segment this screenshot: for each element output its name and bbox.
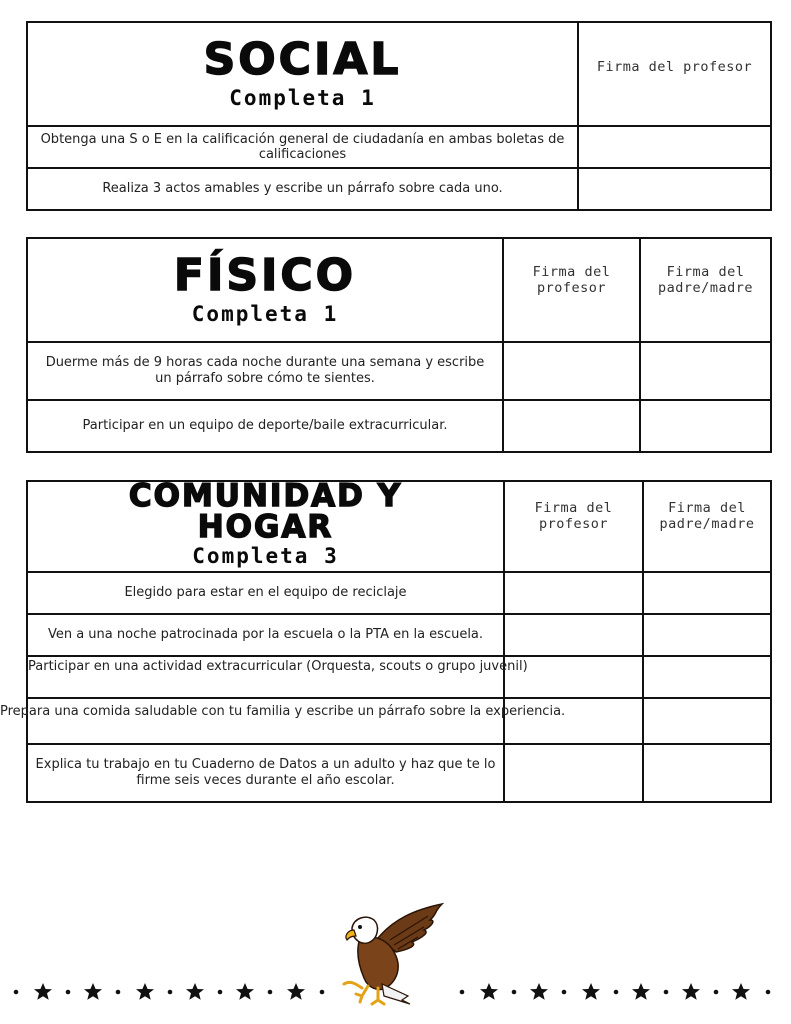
comunidad-table <box>0 478 772 803</box>
signature-cell[interactable] <box>504 744 643 802</box>
signature-cell[interactable] <box>504 572 643 614</box>
task-text: Ven a una noche patrocinada por la escuela o la PTA en la escuela. <box>47 627 484 642</box>
task-text: Obtenga una S o E en la calificación general de ciudadanía en ambas boletas de calificaciones <box>40 132 565 162</box>
signature-cell[interactable] <box>643 698 771 744</box>
task-row <box>27 168 578 210</box>
signature-cell[interactable] <box>578 126 771 168</box>
signature-cell[interactable] <box>643 614 771 656</box>
task-text: Elegido para estar en el equipo de reciclaje <box>124 585 407 600</box>
fisico-table <box>26 237 772 453</box>
task-text: Participar en un equipo de deporte/baile extracurricular. <box>82 418 448 433</box>
fisico-sig-teacher-header <box>503 238 640 342</box>
section-title-comunidad-line2: HOGAR <box>197 509 334 545</box>
task-text: Prepara una comida saludable con tu familia y escribe un párrafo sobre la experiencia. <box>0 704 566 719</box>
task-row <box>27 614 504 656</box>
section-subtitle-social: Completa 1 <box>229 86 376 110</box>
fisico-header-cell <box>27 238 503 342</box>
sig-parent-label: Firma del padre/madre <box>658 264 753 296</box>
comunidad-sig-teacher-header <box>504 481 643 572</box>
task-row <box>27 126 578 168</box>
task-row <box>27 656 528 698</box>
section-title-social: SOCIAL <box>203 34 402 85</box>
signature-cell[interactable] <box>503 400 640 452</box>
fisico-sig-parent-header <box>640 238 771 342</box>
task-row <box>27 400 503 452</box>
task-row <box>27 744 504 802</box>
comunidad-header-cell <box>27 478 504 572</box>
signature-cell[interactable] <box>643 744 771 802</box>
border-dots-right <box>460 990 771 995</box>
comunidad-sig-parent-header <box>643 481 771 572</box>
border-dots-left <box>14 990 325 995</box>
signature-cell[interactable] <box>578 168 771 210</box>
signature-cell[interactable] <box>643 656 771 698</box>
task-row <box>27 572 504 614</box>
task-text: Duerme más de 9 horas cada noche durante una semana y escribe un párrafo sobre cómo te sientes. <box>45 355 485 386</box>
section-subtitle-comunidad: Completa 3 <box>192 544 339 568</box>
signature-cell[interactable] <box>504 614 643 656</box>
social-sig-teacher-header <box>578 22 771 126</box>
task-row <box>27 342 503 400</box>
sig-teacher-label: Firma del profesor <box>532 264 611 296</box>
social-table <box>26 21 772 211</box>
social-header-cell <box>27 22 578 126</box>
task-text: Participar en una actividad extracurricular (Orquesta, scouts o grupo juvenil) <box>28 659 528 674</box>
signature-cell[interactable] <box>643 572 771 614</box>
signature-cell[interactable] <box>640 342 771 400</box>
task-text: Realiza 3 actos amables y escribe un párrafo sobre cada uno. <box>102 181 503 196</box>
section-title-comunidad-line1: COMUNIDAD Y <box>128 478 403 514</box>
eagle-icon <box>338 900 448 1010</box>
sig-parent-label: Firma del padre/madre <box>659 499 755 532</box>
signature-cell[interactable] <box>503 342 640 400</box>
section-title-fisico: FÍSICO <box>173 250 357 301</box>
section-subtitle-fisico: Completa 1 <box>191 302 339 326</box>
sig-teacher-label: Firma del profesor <box>596 59 753 75</box>
task-text: Explica tu trabajo en tu Cuaderno de Datos a un adulto y haz que te lo firme seis veces durante el año escolar. <box>35 757 496 788</box>
sig-teacher-label: Firma del profesor <box>534 499 613 532</box>
task-row <box>0 698 566 744</box>
signature-cell[interactable] <box>640 400 771 452</box>
